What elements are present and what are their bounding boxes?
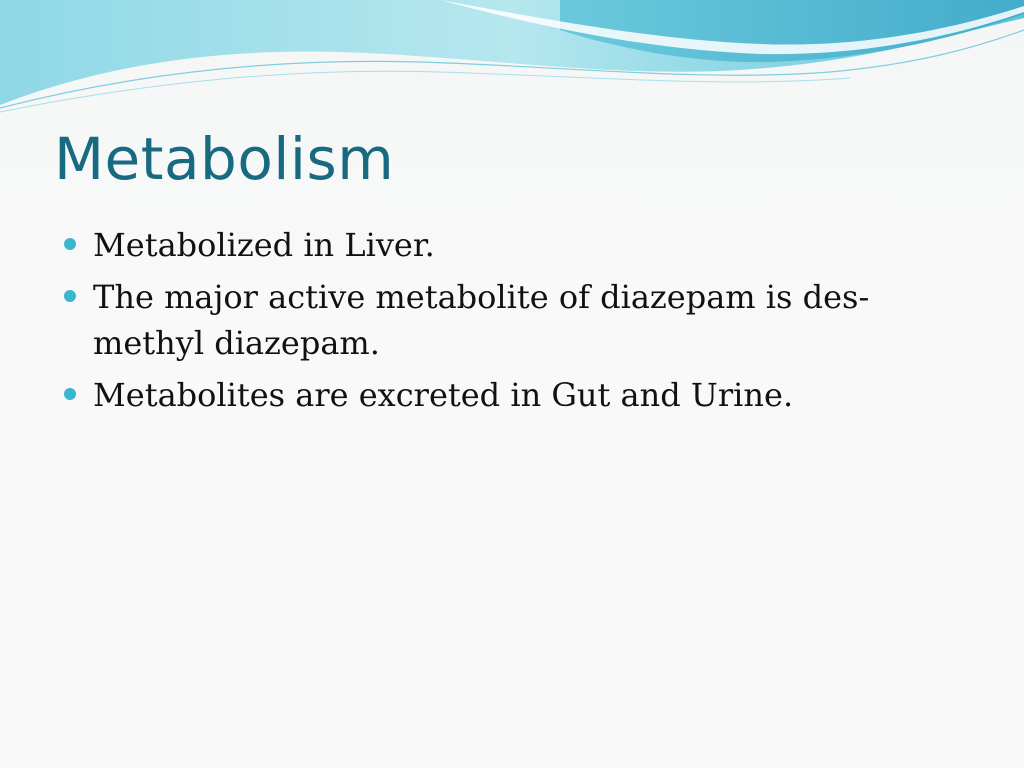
slide-title: Metabolism xyxy=(54,125,395,193)
bullet-text: The major active metabolite of diazepam is des-methyl diazepam. xyxy=(93,278,870,362)
bullet-text: Metabolites are excreted in Gut and Urine. xyxy=(93,376,794,414)
bullet-list xyxy=(60,222,980,424)
wave-header-decoration xyxy=(0,0,1024,120)
bullet-text: Metabolized in Liver. xyxy=(93,226,435,264)
bullet-item xyxy=(60,222,980,268)
bullet-dot-icon xyxy=(64,290,76,302)
bullet-item xyxy=(60,274,980,366)
bullet-item xyxy=(60,372,980,418)
bullet-dot-icon xyxy=(64,388,76,400)
bullet-dot-icon xyxy=(64,238,76,250)
